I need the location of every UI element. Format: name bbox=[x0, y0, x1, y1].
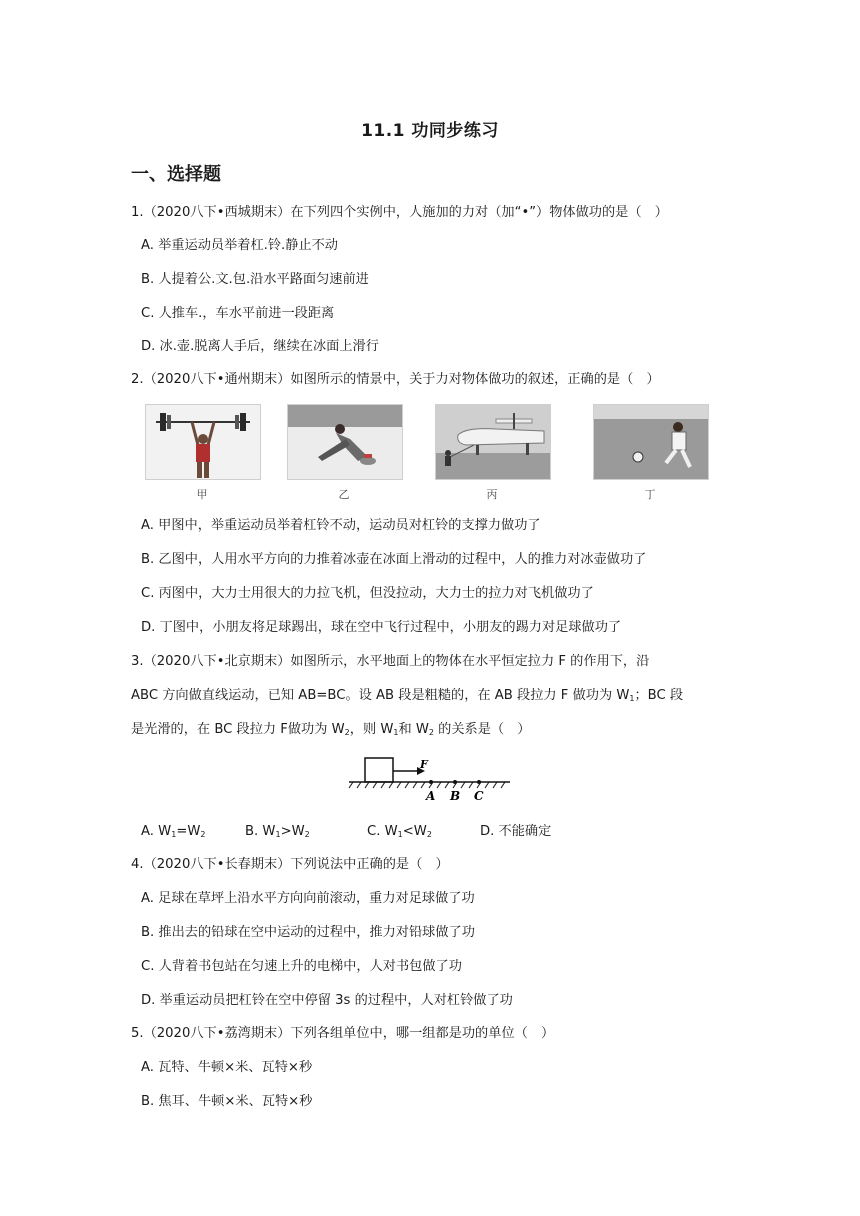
photo-weightlifter bbox=[145, 404, 261, 480]
point-b bbox=[453, 780, 457, 784]
q5-option-b: B. 焦耳、牛顿×米、瓦特×秒 bbox=[141, 1094, 313, 1109]
caption-yi: 乙 bbox=[338, 488, 350, 501]
q5-stem: 5.（2020八下•荔湾期末）下列各组单位中，哪一组都是功的单位（ ） bbox=[131, 1026, 555, 1041]
q4-stem: 4.（2020八下•长春期末）下列说法中正确的是（ ） bbox=[131, 857, 449, 872]
label-c: C bbox=[474, 789, 484, 803]
q3-force-diagram bbox=[345, 755, 515, 805]
caption-jia: 甲 bbox=[196, 488, 208, 501]
q2-option-b: B. 乙图中，人用水平方向的力推着冰壶在冰面上滑动的过程中，人的推力对冰壶做功了 bbox=[141, 552, 647, 567]
q1-option-a: A. 举重运动员举着杠.铃.静止不动 bbox=[141, 238, 338, 253]
page-title: 11.1 功同步练习 bbox=[361, 121, 499, 141]
q4-option-b: B. 推出去的铅球在空中运动的过程中，推力对铅球做了功 bbox=[141, 925, 475, 940]
caption-bing: 丙 bbox=[486, 488, 498, 501]
q3-option-d: D. 不能确定 bbox=[480, 824, 552, 839]
q2-photos bbox=[0, 404, 860, 504]
q1-stem: 1.（2020八下•西城期末）在下列四个实例中，人施加的力对（加“•”）物体做功的是（ ） bbox=[131, 205, 668, 220]
ground-hatch bbox=[349, 782, 505, 788]
block bbox=[365, 758, 393, 782]
caption-ding: 丁 bbox=[644, 488, 656, 501]
q4-option-a: A. 足球在草坪上沿水平方向向前滚动，重力对足球做了功 bbox=[141, 891, 475, 906]
q1-option-d: D. 冰.壶.脱离人手后，继续在冰面上滑行 bbox=[141, 339, 379, 354]
photo-curling bbox=[287, 404, 403, 480]
q3-line-2: ABC 方向做直线运动，已知 AB=BC。设 AB 段是粗糙的，在 AB 段拉力 F 做功为 $W_1$；BC 段 bbox=[131, 688, 684, 703]
q3-option-b: B. $W_1>W_2$ bbox=[245, 824, 310, 839]
point-a bbox=[429, 780, 433, 784]
q2-option-d: D. 丁图中，小朋友将足球踢出，球在空中飞行过程中，小朋友的踢力对足球做功了 bbox=[141, 620, 622, 635]
q2-option-a: A. 甲图中，举重运动员举着杠铃不动，运动员对杠铃的支撑力做功了 bbox=[141, 518, 541, 533]
q1-option-b: B. 人提着公.文.包.沿水平路面匀速前进 bbox=[141, 272, 369, 287]
q3-option-a: A. $W_1=W_2$ bbox=[141, 824, 206, 839]
q1-option-c: C. 人推车.，车水平前进一段距离 bbox=[141, 306, 335, 321]
q4-option-d: D. 举重运动员把杠铃在空中停留 3s 的过程中，人对杠铃做了功 bbox=[141, 993, 513, 1008]
q3-line-3: 是光滑的，在 BC 段拉力 F做功为 $W_2$，则 $W_1$和 $W_2$ 的关系是（ ） bbox=[131, 722, 531, 737]
label-a: A bbox=[426, 789, 436, 803]
q3-line-1: 3.（2020八下•北京期末）如图所示，水平地面上的物体在水平恒定拉力 F 的作用下，沿 bbox=[131, 654, 650, 669]
photo-soccer bbox=[593, 404, 709, 480]
section-heading: 一、选择题 bbox=[131, 164, 221, 185]
label-b: B bbox=[450, 789, 461, 803]
q3-option-c: C. $W_1<W_2$ bbox=[367, 824, 432, 839]
q2-option-c: C. 丙图中，大力士用很大的力拉飞机，但没拉动，大力士的拉力对飞机做功了 bbox=[141, 586, 594, 601]
label-f: F bbox=[420, 758, 428, 771]
q4-option-c: C. 人背着书包站在匀速上升的电梯中，人对书包做了功 bbox=[141, 959, 462, 974]
q5-option-a: A. 瓦特、牛顿×米、瓦特×秒 bbox=[141, 1060, 313, 1075]
point-c bbox=[477, 780, 481, 784]
q2-stem: 2.（2020八下•通州期末）如图所示的情景中，关于力对物体做功的叙述，正确的是（ ） bbox=[131, 372, 660, 387]
photo-plane-pull bbox=[435, 404, 551, 480]
